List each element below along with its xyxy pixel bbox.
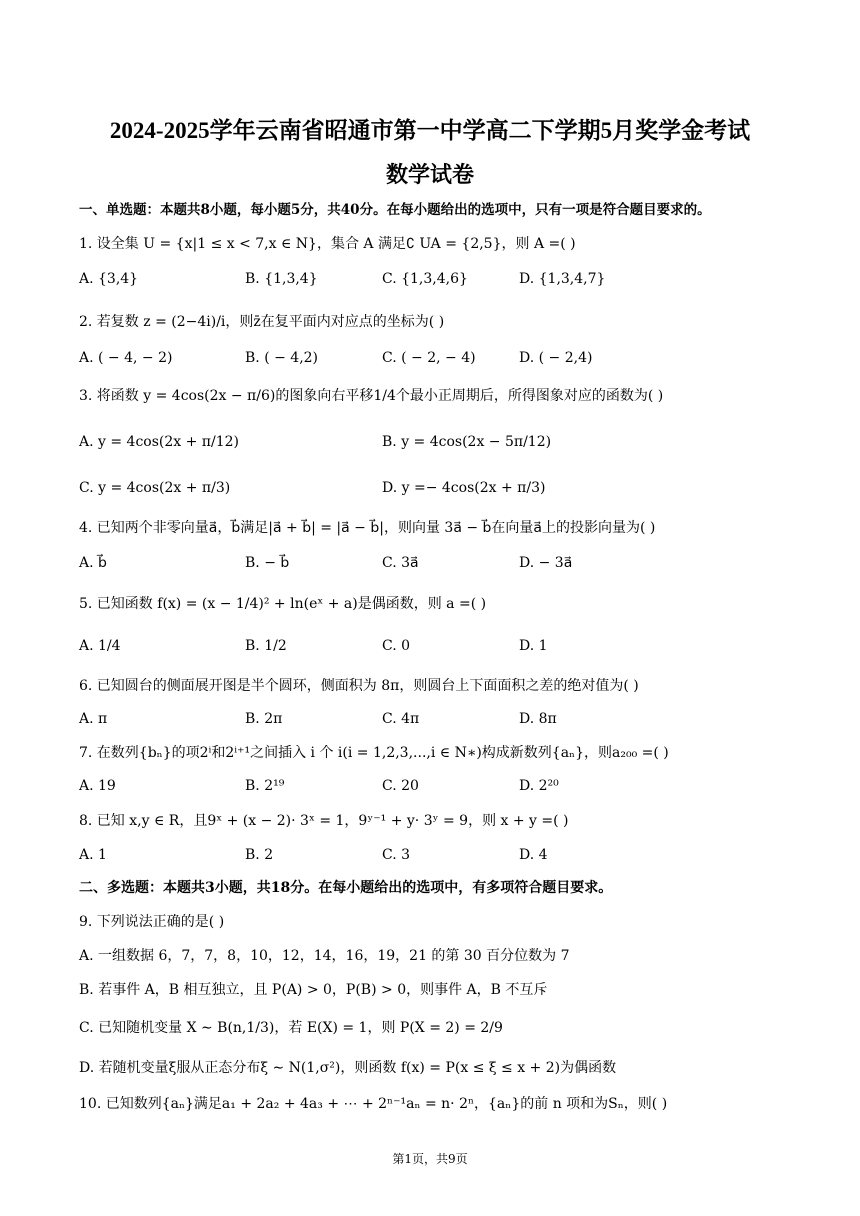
question-stem: 10. 已知数列{aₙ}满足a₁ + 2a₂ + 4a₃ + ⋯ + 2ⁿ⁻¹aₙ = n· 2ⁿ，{aₙ}的前 n 项和为Sₙ，则( )	[79, 1096, 668, 1112]
option-d: D. 1	[519, 638, 548, 654]
option-a: A. π	[79, 711, 108, 727]
option-d: D. 若随机变量ξ服从正态分布ξ ∼ N(1,σ²)，则函数 f(x) = P(x ≤ ξ ≤ x + 2)为偶函数	[79, 1060, 617, 1076]
option-a: A. 一组数据 6，7，7，8，10，12，14，16，19，21 的第 30 百分位数为 7	[79, 948, 570, 964]
option-d: D. 8π	[519, 711, 557, 727]
option-b: B. 2π	[245, 711, 283, 727]
option-c: C. 3	[382, 847, 411, 863]
option-c: C. {1,3,4,6}	[382, 271, 468, 287]
option-c: C. 已知随机变量 X ∼ B(n,1/3)，若 E(X) = 1，则 P(X = 2) = 2/9	[79, 1020, 503, 1036]
option-b: B. − b⃗	[245, 555, 290, 571]
question-stem: 7. 在数列{bₙ}的项2ⁱ和2ⁱ⁺¹之间插入 i 个 i(i = 1,2,3,...,i ∈ N∗)构成新数列{aₙ}，则a₂₀₀ =( )	[79, 745, 669, 761]
section-heading-multiple-choice: 二、多选题：本题共3小题，共18分。在每小题给出的选项中，有多项符合题目要求。	[79, 880, 613, 896]
option-d: D. 2²⁰	[519, 778, 559, 794]
question-stem: 9. 下列说法正确的是( )	[79, 914, 225, 930]
question-stem: 3. 将函数 y = 4cos(2x − π/6)的图象向右平移1/4个最小正周期后，所得图象对应的函数为( )	[79, 388, 664, 404]
option-c: C. 20	[382, 778, 419, 794]
question-stem: 2. 若复数 z = (2−4i)/i，则z̄在复平面内对应点的坐标为( )	[79, 314, 445, 330]
option-b: B. ( − 4,2)	[245, 350, 319, 366]
option-b: B. 若事件 A，B 相互独立，且 P(A) > 0，P(B) > 0，则事件 A，B 不互斥	[79, 982, 548, 998]
option-d: D. y =− 4cos(2x + π/3)	[382, 480, 546, 496]
option-a: A. 19	[79, 778, 116, 794]
option-c: C. 4π	[382, 711, 420, 727]
question-stem: 6. 已知圆台的侧面展开图是半个圆环，侧面积为 8π，则圆台上下面面积之差的绝对值为( )	[79, 678, 639, 694]
option-a: A. 1	[79, 847, 107, 863]
exam-title: 2024-2025学年云南省昭通市第一中学高二下学期5月奖学金考试	[109, 118, 751, 143]
question-stem: 1. 设全集 U = {x|1 ≤ x < 7,x ∈ N}，集合 A 满足∁ UA = {2,5}，则 A =( )	[79, 236, 576, 252]
option-b: B. 2¹⁹	[245, 778, 285, 794]
option-a: A. y = 4cos(2x + π/12)	[79, 434, 240, 450]
option-c: C. ( − 2, − 4)	[382, 350, 476, 366]
option-b: B. 1/2	[245, 638, 287, 654]
question-stem: 5. 已知函数 f(x) = (x − 1/4)² + ln(eˣ + a)是偶函数，则 a =( )	[79, 596, 487, 612]
page-footer: 第1页，共9页	[392, 1152, 468, 1166]
option-b: B. {1,3,4}	[245, 271, 318, 287]
option-d: D. − 3a⃗	[519, 555, 573, 571]
exam-subtitle: 数学试卷	[385, 162, 474, 187]
option-d: D. 4	[519, 847, 548, 863]
question-stem: 8. 已知 x,y ∈ R，且9ˣ + (x − 2)· 3ˣ = 1，9ʸ⁻¹ + y· 3ʸ = 9，则 x + y =( )	[79, 813, 569, 829]
option-c: C. 3a⃗	[382, 555, 419, 571]
question-stem: 4. 已知两个非零向量a⃗，b⃗满足|a⃗ + b⃗| = |a⃗ − b⃗|，则向量 3a⃗ − b⃗在向量a⃗上的投影向量为( )	[79, 520, 656, 536]
option-a: A. 1/4	[79, 638, 121, 654]
option-b: B. y = 4cos(2x − 5π/12)	[382, 434, 552, 450]
option-c: C. y = 4cos(2x + π/3)	[79, 480, 231, 496]
option-a: A. ( − 4, − 2)	[79, 350, 173, 366]
section-heading-single-choice: 一、单选题：本题共8小题，每小题5分，共40分。在每小题给出的选项中，只有一项是符合题目要求的。	[79, 202, 711, 218]
option-d: D. ( − 2,4)	[519, 350, 593, 366]
option-b: B. 2	[245, 847, 274, 863]
option-a: A. {3,4}	[79, 271, 139, 287]
option-a: A. b⃗	[79, 555, 107, 571]
option-c: C. 0	[382, 638, 411, 654]
option-d: D. {1,3,4,7}	[519, 271, 606, 287]
